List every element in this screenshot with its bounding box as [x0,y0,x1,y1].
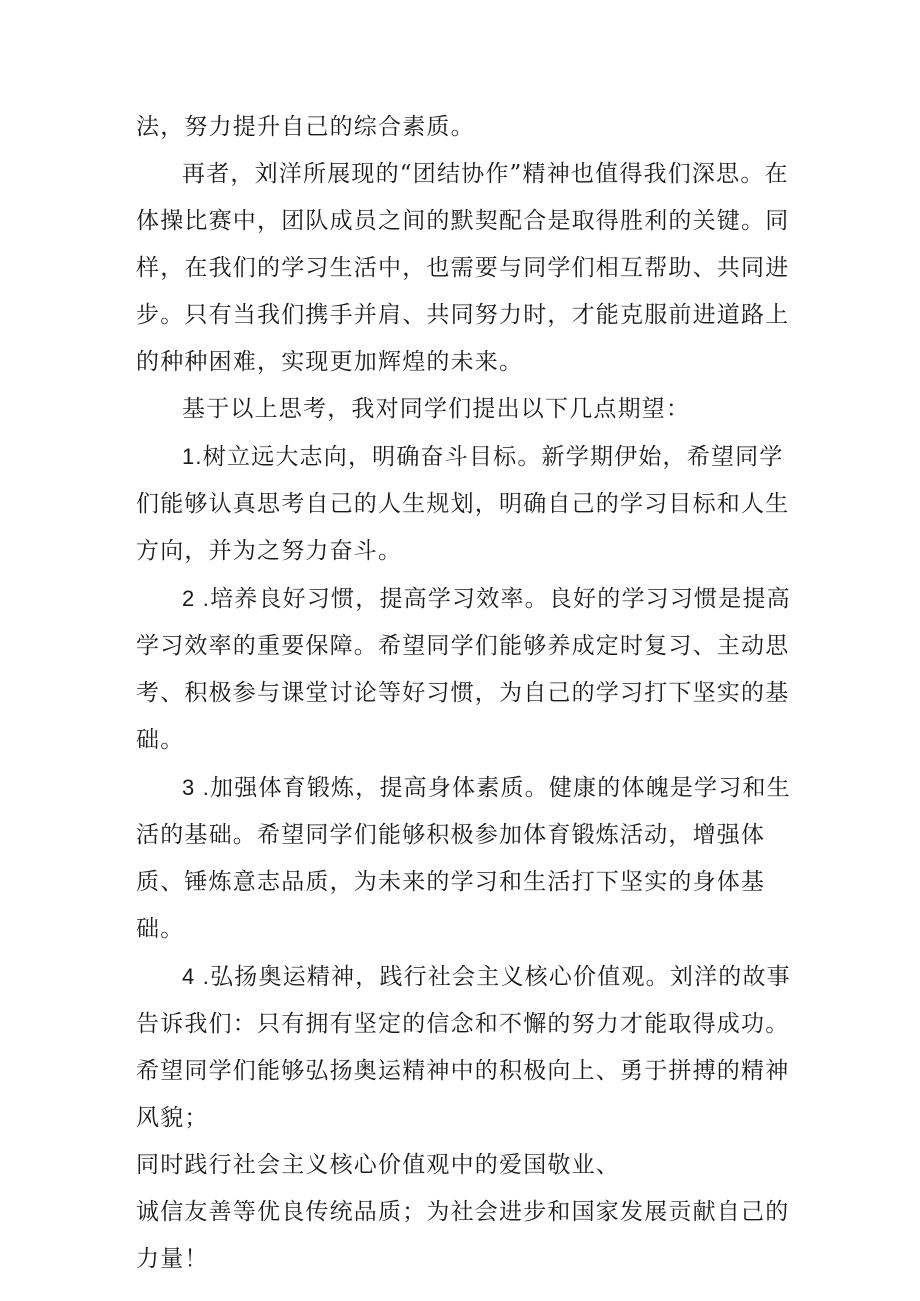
list-item-number: 1. [182,444,203,469]
document-body [136,104,796,1283]
list-item-3 [136,764,796,953]
list-item-4 [136,953,796,1142]
list-item-2 [136,575,796,764]
list-item-text: 加强体育锻炼，提高身体素质。健康的体魄是学习和生活的基础。希望同学们能够积极参加体育锻炼活动，增强体质、锤炼意志品质，为未来的学习和生活打下坚实的身体基础。 [136,775,791,942]
list-item-number: 3 . [182,775,211,800]
list-item-4-continuation-a [136,1142,796,1189]
list-item-text: 树立远大志向，明确奋斗目标。新学期伊始，希望同学们能够认真思考自己的人生规划，明确自己的学习目标和人生方向，并为之努力奋斗。 [136,444,790,564]
paragraph-continuation [136,104,796,151]
list-item-number: 2 . [182,586,211,611]
paragraph-text: 诚信友善等优良传统品质；为社会进步和国家发展贡献自己的力量！ [136,1199,790,1272]
list-item-number: 4 . [182,964,211,989]
paragraph-teamwork [136,151,796,386]
list-item-text: 弘扬奥运精神，践行社会主义核心价值观。刘洋的故事告诉我们：只有拥有坚定的信念和不懈的努力才能取得成功。希望同学们能够弘扬奥运精神中的积极向上、勇于拼搏的精神风貌； [136,964,791,1131]
paragraph-text: 法，努力提升自己的综合素质。 [136,114,475,140]
list-item-text: 培养良好习惯，提高学习效率。良好的学习习惯是提高学习效率的重要保障。希望同学们能够养成定时复习、主动思考、积极参与课堂讨论等好习惯，为自己的学习打下坚实的基础。 [136,586,791,753]
paragraph-expectations-intro [136,386,796,433]
list-item-4-continuation-b [136,1189,796,1283]
paragraph-text: 同时践行社会主义核心价值观中的爱国敬业、 [136,1152,620,1178]
list-item-1 [136,433,796,575]
paragraph-text: 再者，刘洋所展现的“团结协作”精神也值得我们深思。在体操比赛中，团队成员之间的默契配合是取得胜利的关键。同样，在我们的学习生活中，也需要与同学们相互帮助、共同进步。只有当我们携手并肩、共同努力时，才能克服前进道路上的种种困难，实现更加辉煌的未来。 [136,161,790,375]
paragraph-text: 基于以上思考，我对同学们提出以下几点期望： [182,396,691,422]
